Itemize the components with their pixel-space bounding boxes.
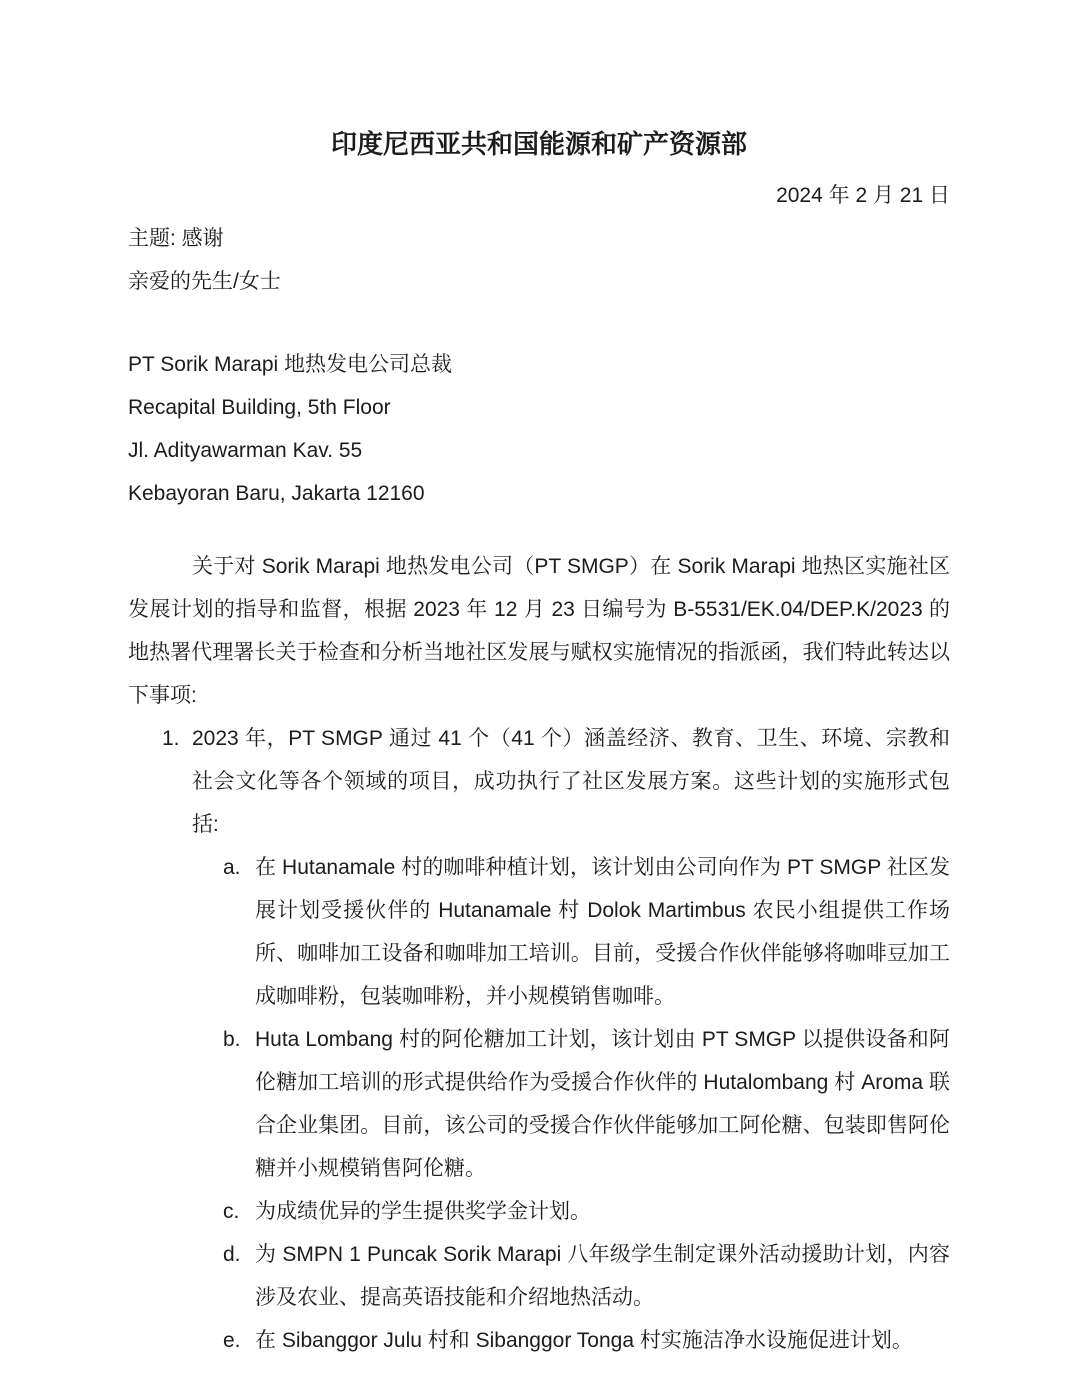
spacer <box>128 303 950 343</box>
list-item-1c-text: 为成绩优异的学生提供奖学金计划。 <box>255 1200 591 1223</box>
list-item-1e <box>128 1319 950 1362</box>
list-item-1b <box>128 1018 950 1190</box>
letter-date: 2024 年 2 月 21 日 <box>776 184 950 207</box>
recipient-street: Jl. Adityawarman Kav. 55 <box>128 439 363 462</box>
recipient-name: PT Sorik Marapi 地热发电公司总裁 <box>128 353 452 376</box>
list-item-1-marker: 1. <box>162 727 180 750</box>
list-item-1a <box>128 846 950 1018</box>
list-item-1d <box>128 1233 950 1319</box>
subject-line: 主题: 感谢 <box>128 227 224 250</box>
list-item-1a-text: 在 Hutanamale 村的咖啡种植计划，该计划由公司向作为 PT SMGP 社区发展计划受援伙伴的 Hutanamale 村 Dolok Martimbus 农民小组提供工作场所、咖啡加工设备和咖啡加工培训。目前，受援合作伙伴能够将咖啡豆加工成咖啡粉，包装咖啡粉，并小规模销售咖啡。 <box>255 856 950 1008</box>
opening-paragraph: 关于对 Sorik Marapi 地热发电公司（PT SMGP）在 Sorik Marapi 地热区实施社区发展计划的指导和监督，根据 2023 年 12 月 23 日编号为 B-5531/EK.04/DEP.K/2023 的地热署代理署长关于检查和分析当地社区发展与赋权实施情况的指派函，我们特此转达以下事项: <box>128 555 950 707</box>
list-item-1b-text: Huta Lombang 村的阿伦糖加工计划，该计划由 PT SMGP 以提供设备和阿伦糖加工培训的形式提供给作为受援合作伙伴的 Hutalombang 村 Aroma 联合企业集团。目前，该公司的受援合作伙伴能够加工阿伦糖、包装即售阿伦糖并小规模销售阿伦糖。 <box>255 1028 950 1180</box>
recipient-city: Kebayoran Baru, Jakarta 12160 <box>128 482 425 505</box>
list-item-1b-marker: b. <box>223 1028 241 1051</box>
list-item-1c <box>128 1190 950 1233</box>
list-item-1e-marker: e. <box>223 1329 241 1352</box>
list-item-1 <box>128 717 950 846</box>
list-item-1-text: 2023 年，PT SMGP 通过 41 个（41 个）涵盖经济、教育、卫生、环境、宗教和社会文化等各个领域的项目，成功执行了社区发展方案。这些计划的实施形式包括: <box>192 727 950 836</box>
recipient-building: Recapital Building, 5th Floor <box>128 396 391 419</box>
letter-title: 印度尼西亚共和国能源和矿产资源部 <box>330 129 747 159</box>
list-item-1e-text: 在 Sibanggor Julu 村和 Sibanggor Tonga 村实施洁净水设施促进计划。 <box>255 1329 913 1352</box>
list-item-1d-text: 为 SMPN 1 Puncak Sorik Marapi 八年级学生制定课外活动援助计划，内容涉及农业、提高英语技能和介绍地热活动。 <box>255 1243 950 1309</box>
list-item-1d-marker: d. <box>223 1243 241 1266</box>
list-item-1a-marker: a. <box>223 856 241 879</box>
spacer <box>128 515 950 545</box>
salutation: 亲爱的先生/女士 <box>128 270 281 293</box>
list-item-1c-marker: c. <box>223 1200 240 1223</box>
